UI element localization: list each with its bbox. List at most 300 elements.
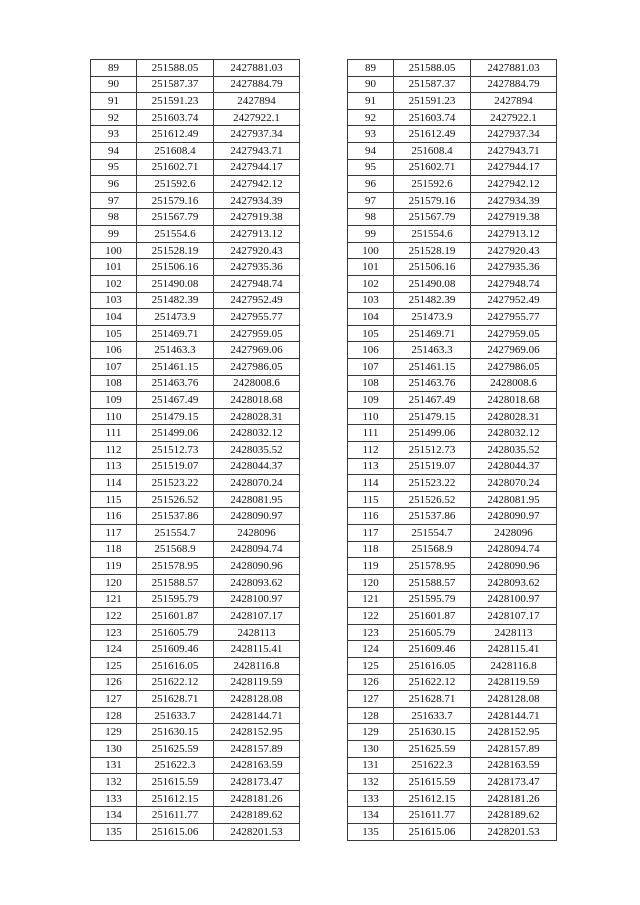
table-row xyxy=(348,192,557,209)
x-coordinate-cell: 251463.76 xyxy=(137,375,214,392)
x-coordinate-cell: 251591.23 xyxy=(394,93,471,110)
x-coordinate-cell: 251467.49 xyxy=(394,392,471,409)
y-coordinate-cell: 2427948.74 xyxy=(471,275,557,292)
table-row xyxy=(348,358,557,375)
coordinate-table-left xyxy=(90,59,300,841)
table-row xyxy=(91,358,300,375)
y-coordinate-cell: 2428093.62 xyxy=(471,574,557,591)
x-coordinate-cell: 251528.19 xyxy=(394,242,471,259)
y-coordinate-cell: 2428044.37 xyxy=(214,458,300,475)
point-number-cell: 124 xyxy=(91,641,137,658)
x-coordinate-cell: 251612.49 xyxy=(137,126,214,143)
table-row xyxy=(91,657,300,674)
y-coordinate-cell: 2428094.74 xyxy=(471,541,557,558)
y-coordinate-cell: 2427959.05 xyxy=(214,325,300,342)
x-coordinate-cell: 251633.7 xyxy=(394,707,471,724)
x-coordinate-cell: 251519.07 xyxy=(137,458,214,475)
table-row xyxy=(348,209,557,226)
table-row xyxy=(91,325,300,342)
table-row xyxy=(91,525,300,542)
table-row xyxy=(91,242,300,259)
point-number-cell: 132 xyxy=(348,774,394,791)
point-number-cell: 103 xyxy=(91,292,137,309)
point-number-cell: 89 xyxy=(348,60,394,77)
point-number-cell: 92 xyxy=(91,109,137,126)
x-coordinate-cell: 251602.71 xyxy=(137,159,214,176)
point-number-cell: 131 xyxy=(91,757,137,774)
point-number-cell: 120 xyxy=(91,574,137,591)
x-coordinate-cell: 251615.59 xyxy=(137,774,214,791)
y-coordinate-cell: 2428201.53 xyxy=(214,824,300,841)
table-row xyxy=(348,558,557,575)
point-number-cell: 95 xyxy=(348,159,394,176)
x-coordinate-cell: 251608.4 xyxy=(394,143,471,160)
x-coordinate-cell: 251479.15 xyxy=(137,408,214,425)
x-coordinate-cell: 251523.22 xyxy=(137,475,214,492)
y-coordinate-cell: 2427935.36 xyxy=(214,259,300,276)
table-row xyxy=(348,60,557,77)
table-row xyxy=(348,408,557,425)
point-number-cell: 94 xyxy=(348,143,394,160)
x-coordinate-cell: 251526.52 xyxy=(394,491,471,508)
y-coordinate-cell: 2427884.79 xyxy=(214,76,300,93)
point-number-cell: 122 xyxy=(91,608,137,625)
table-row xyxy=(348,707,557,724)
table-row xyxy=(91,574,300,591)
y-coordinate-cell: 2428032.12 xyxy=(471,425,557,442)
y-coordinate-cell: 2427894 xyxy=(214,93,300,110)
y-coordinate-cell: 2428115.41 xyxy=(214,641,300,658)
x-coordinate-cell: 251519.07 xyxy=(394,458,471,475)
x-coordinate-cell: 251601.87 xyxy=(137,608,214,625)
point-number-cell: 102 xyxy=(348,275,394,292)
y-coordinate-cell: 2427920.43 xyxy=(471,242,557,259)
table-row xyxy=(91,674,300,691)
y-coordinate-cell: 2428090.96 xyxy=(214,558,300,575)
table-row xyxy=(91,126,300,143)
table-row xyxy=(348,724,557,741)
x-coordinate-cell: 251482.39 xyxy=(137,292,214,309)
table-row xyxy=(348,525,557,542)
y-coordinate-cell: 2428090.97 xyxy=(471,508,557,525)
y-coordinate-cell: 2428157.89 xyxy=(214,740,300,757)
point-number-cell: 101 xyxy=(91,259,137,276)
point-number-cell: 130 xyxy=(91,740,137,757)
table-row xyxy=(91,408,300,425)
point-number-cell: 104 xyxy=(348,309,394,326)
table-row xyxy=(348,442,557,459)
y-coordinate-cell: 2428119.59 xyxy=(214,674,300,691)
x-coordinate-cell: 251609.46 xyxy=(394,641,471,658)
point-number-cell: 134 xyxy=(348,807,394,824)
x-coordinate-cell: 251592.6 xyxy=(137,176,214,193)
y-coordinate-cell: 2428070.24 xyxy=(214,475,300,492)
table-row xyxy=(91,275,300,292)
table-row xyxy=(348,425,557,442)
table-row xyxy=(348,624,557,641)
table-row xyxy=(348,740,557,757)
table-row xyxy=(91,757,300,774)
x-coordinate-cell: 251616.05 xyxy=(137,657,214,674)
point-number-cell: 133 xyxy=(348,790,394,807)
table-row xyxy=(91,691,300,708)
point-number-cell: 118 xyxy=(91,541,137,558)
point-number-cell: 93 xyxy=(91,126,137,143)
table-row xyxy=(348,657,557,674)
y-coordinate-cell: 2427935.36 xyxy=(471,259,557,276)
table-row xyxy=(348,375,557,392)
y-coordinate-cell: 2427955.77 xyxy=(214,309,300,326)
y-coordinate-cell: 2428035.52 xyxy=(214,442,300,459)
x-coordinate-cell: 251469.71 xyxy=(137,325,214,342)
table-row xyxy=(91,159,300,176)
point-number-cell: 99 xyxy=(91,226,137,243)
y-coordinate-cell: 2428100.97 xyxy=(214,591,300,608)
y-coordinate-cell: 2427969.06 xyxy=(471,342,557,359)
table-row xyxy=(348,93,557,110)
x-coordinate-cell: 251622.3 xyxy=(137,757,214,774)
point-number-cell: 124 xyxy=(348,641,394,658)
y-coordinate-cell: 2427942.12 xyxy=(214,176,300,193)
point-number-cell: 104 xyxy=(91,309,137,326)
y-coordinate-cell: 2428163.59 xyxy=(471,757,557,774)
table-row xyxy=(91,508,300,525)
table-row xyxy=(348,691,557,708)
y-coordinate-cell: 2427913.12 xyxy=(214,226,300,243)
point-number-cell: 98 xyxy=(348,209,394,226)
table-row xyxy=(348,126,557,143)
x-coordinate-cell: 251512.73 xyxy=(394,442,471,459)
y-coordinate-cell: 2428018.68 xyxy=(471,392,557,409)
point-number-cell: 129 xyxy=(348,724,394,741)
x-coordinate-cell: 251630.15 xyxy=(137,724,214,741)
x-coordinate-cell: 251595.79 xyxy=(137,591,214,608)
table-row xyxy=(348,475,557,492)
point-number-cell: 114 xyxy=(91,475,137,492)
y-coordinate-cell: 2428201.53 xyxy=(471,824,557,841)
y-coordinate-cell: 2427944.17 xyxy=(214,159,300,176)
point-number-cell: 89 xyxy=(91,60,137,77)
table-row xyxy=(348,790,557,807)
x-coordinate-cell: 251579.16 xyxy=(137,192,214,209)
point-number-cell: 112 xyxy=(91,442,137,459)
y-coordinate-cell: 2427922.1 xyxy=(471,109,557,126)
x-coordinate-cell: 251554.7 xyxy=(394,525,471,542)
y-coordinate-cell: 2428189.62 xyxy=(471,807,557,824)
y-coordinate-cell: 2428181.26 xyxy=(214,790,300,807)
x-coordinate-cell: 251526.52 xyxy=(137,491,214,508)
point-number-cell: 91 xyxy=(348,93,394,110)
y-coordinate-cell: 2428113 xyxy=(471,624,557,641)
y-coordinate-cell: 2428115.41 xyxy=(471,641,557,658)
table-row xyxy=(91,292,300,309)
table-row xyxy=(91,458,300,475)
table-row xyxy=(348,226,557,243)
point-number-cell: 126 xyxy=(348,674,394,691)
point-number-cell: 121 xyxy=(348,591,394,608)
x-coordinate-cell: 251463.3 xyxy=(137,342,214,359)
y-coordinate-cell: 2427884.79 xyxy=(471,76,557,93)
table-row xyxy=(348,275,557,292)
point-number-cell: 118 xyxy=(348,541,394,558)
y-coordinate-cell: 2427944.17 xyxy=(471,159,557,176)
point-number-cell: 125 xyxy=(91,657,137,674)
x-coordinate-cell: 251490.08 xyxy=(137,275,214,292)
y-coordinate-cell: 2428163.59 xyxy=(214,757,300,774)
table-row xyxy=(348,259,557,276)
point-number-cell: 108 xyxy=(91,375,137,392)
x-coordinate-cell: 251479.15 xyxy=(394,408,471,425)
point-number-cell: 116 xyxy=(348,508,394,525)
x-coordinate-cell: 251506.16 xyxy=(394,259,471,276)
x-coordinate-cell: 251512.73 xyxy=(137,442,214,459)
point-number-cell: 100 xyxy=(348,242,394,259)
table-row xyxy=(91,93,300,110)
table-row xyxy=(91,143,300,160)
x-coordinate-cell: 251537.86 xyxy=(394,508,471,525)
x-coordinate-cell: 251461.15 xyxy=(394,358,471,375)
table-row xyxy=(91,176,300,193)
point-number-cell: 103 xyxy=(348,292,394,309)
point-number-cell: 129 xyxy=(91,724,137,741)
x-coordinate-cell: 251587.37 xyxy=(137,76,214,93)
y-coordinate-cell: 2427881.03 xyxy=(471,60,557,77)
point-number-cell: 97 xyxy=(348,192,394,209)
x-coordinate-cell: 251554.6 xyxy=(394,226,471,243)
x-coordinate-cell: 251608.4 xyxy=(137,143,214,160)
table-row xyxy=(348,824,557,841)
y-coordinate-cell: 2428081.95 xyxy=(214,491,300,508)
point-number-cell: 134 xyxy=(91,807,137,824)
point-number-cell: 100 xyxy=(91,242,137,259)
x-coordinate-cell: 251473.9 xyxy=(137,309,214,326)
point-number-cell: 109 xyxy=(348,392,394,409)
table-row xyxy=(91,624,300,641)
point-number-cell: 114 xyxy=(348,475,394,492)
y-coordinate-cell: 2428096 xyxy=(214,525,300,542)
table-row xyxy=(91,707,300,724)
point-number-cell: 122 xyxy=(348,608,394,625)
table-row xyxy=(348,159,557,176)
point-number-cell: 109 xyxy=(91,392,137,409)
point-number-cell: 106 xyxy=(91,342,137,359)
x-coordinate-cell: 251588.57 xyxy=(394,574,471,591)
table-row xyxy=(348,757,557,774)
point-number-cell: 128 xyxy=(348,707,394,724)
point-number-cell: 94 xyxy=(91,143,137,160)
point-number-cell: 105 xyxy=(91,325,137,342)
x-coordinate-cell: 251588.05 xyxy=(394,60,471,77)
y-coordinate-cell: 2427943.71 xyxy=(214,143,300,160)
y-coordinate-cell: 2427919.38 xyxy=(214,209,300,226)
y-coordinate-cell: 2427937.34 xyxy=(214,126,300,143)
coordinate-table-right xyxy=(347,59,557,841)
y-coordinate-cell: 2428116.8 xyxy=(471,657,557,674)
table-row xyxy=(91,226,300,243)
point-number-cell: 135 xyxy=(348,824,394,841)
x-coordinate-cell: 251625.59 xyxy=(394,740,471,757)
point-number-cell: 96 xyxy=(348,176,394,193)
point-number-cell: 110 xyxy=(348,408,394,425)
x-coordinate-cell: 251467.49 xyxy=(137,392,214,409)
x-coordinate-cell: 251579.16 xyxy=(394,192,471,209)
point-number-cell: 121 xyxy=(91,591,137,608)
point-number-cell: 116 xyxy=(91,508,137,525)
table-row xyxy=(91,442,300,459)
x-coordinate-cell: 251612.15 xyxy=(394,790,471,807)
y-coordinate-cell: 2427943.71 xyxy=(471,143,557,160)
x-coordinate-cell: 251567.79 xyxy=(394,209,471,226)
point-number-cell: 119 xyxy=(91,558,137,575)
table-row xyxy=(348,292,557,309)
x-coordinate-cell: 251463.3 xyxy=(394,342,471,359)
table-row xyxy=(91,309,300,326)
point-number-cell: 113 xyxy=(348,458,394,475)
y-coordinate-cell: 2428028.31 xyxy=(471,408,557,425)
table-row xyxy=(91,740,300,757)
y-coordinate-cell: 2428032.12 xyxy=(214,425,300,442)
point-number-cell: 117 xyxy=(91,525,137,542)
point-number-cell: 125 xyxy=(348,657,394,674)
table-row xyxy=(91,76,300,93)
x-coordinate-cell: 251633.7 xyxy=(137,707,214,724)
point-number-cell: 135 xyxy=(91,824,137,841)
table-row xyxy=(91,491,300,508)
y-coordinate-cell: 2428189.62 xyxy=(214,807,300,824)
y-coordinate-cell: 2428116.8 xyxy=(214,657,300,674)
y-coordinate-cell: 2427969.06 xyxy=(214,342,300,359)
x-coordinate-cell: 251625.59 xyxy=(137,740,214,757)
table-row xyxy=(91,608,300,625)
table-row xyxy=(91,824,300,841)
x-coordinate-cell: 251499.06 xyxy=(394,425,471,442)
y-coordinate-cell: 2428181.26 xyxy=(471,790,557,807)
y-coordinate-cell: 2428044.37 xyxy=(471,458,557,475)
y-coordinate-cell: 2428128.08 xyxy=(471,691,557,708)
y-coordinate-cell: 2428093.62 xyxy=(214,574,300,591)
table-row xyxy=(91,109,300,126)
point-number-cell: 127 xyxy=(91,691,137,708)
point-number-cell: 98 xyxy=(91,209,137,226)
y-coordinate-cell: 2427942.12 xyxy=(471,176,557,193)
point-number-cell: 93 xyxy=(348,126,394,143)
table-row xyxy=(348,143,557,160)
y-coordinate-cell: 2428090.96 xyxy=(471,558,557,575)
x-coordinate-cell: 251615.06 xyxy=(394,824,471,841)
table-row xyxy=(91,209,300,226)
x-coordinate-cell: 251537.86 xyxy=(137,508,214,525)
point-number-cell: 95 xyxy=(91,159,137,176)
y-coordinate-cell: 2427986.05 xyxy=(471,358,557,375)
table-row xyxy=(348,774,557,791)
point-number-cell: 90 xyxy=(348,76,394,93)
x-coordinate-cell: 251622.12 xyxy=(394,674,471,691)
point-number-cell: 120 xyxy=(348,574,394,591)
x-coordinate-cell: 251499.06 xyxy=(137,425,214,442)
x-coordinate-cell: 251622.3 xyxy=(394,757,471,774)
table-row xyxy=(348,76,557,93)
x-coordinate-cell: 251588.05 xyxy=(137,60,214,77)
y-coordinate-cell: 2428008.6 xyxy=(214,375,300,392)
table-row xyxy=(91,541,300,558)
point-number-cell: 115 xyxy=(91,491,137,508)
x-coordinate-cell: 251628.71 xyxy=(137,691,214,708)
point-number-cell: 132 xyxy=(91,774,137,791)
y-coordinate-cell: 2427934.39 xyxy=(214,192,300,209)
point-number-cell: 112 xyxy=(348,442,394,459)
table-row xyxy=(91,192,300,209)
x-coordinate-cell: 251605.79 xyxy=(137,624,214,641)
x-coordinate-cell: 251615.59 xyxy=(394,774,471,791)
point-number-cell: 106 xyxy=(348,342,394,359)
y-coordinate-cell: 2427948.74 xyxy=(214,275,300,292)
point-number-cell: 123 xyxy=(348,624,394,641)
table-row xyxy=(91,724,300,741)
point-number-cell: 97 xyxy=(91,192,137,209)
x-coordinate-cell: 251601.87 xyxy=(394,608,471,625)
point-number-cell: 107 xyxy=(348,358,394,375)
y-coordinate-cell: 2428081.95 xyxy=(471,491,557,508)
table-row xyxy=(348,574,557,591)
x-coordinate-cell: 251568.9 xyxy=(394,541,471,558)
y-coordinate-cell: 2427934.39 xyxy=(471,192,557,209)
table-row xyxy=(348,458,557,475)
x-coordinate-cell: 251616.05 xyxy=(394,657,471,674)
y-coordinate-cell: 2428008.6 xyxy=(471,375,557,392)
x-coordinate-cell: 251595.79 xyxy=(394,591,471,608)
x-coordinate-cell: 251609.46 xyxy=(137,641,214,658)
y-coordinate-cell: 2428128.08 xyxy=(214,691,300,708)
point-number-cell: 107 xyxy=(91,358,137,375)
table-row xyxy=(348,325,557,342)
y-coordinate-cell: 2428113 xyxy=(214,624,300,641)
table-row xyxy=(348,342,557,359)
x-coordinate-cell: 251461.15 xyxy=(137,358,214,375)
x-coordinate-cell: 251469.71 xyxy=(394,325,471,342)
x-coordinate-cell: 251578.95 xyxy=(394,558,471,575)
y-coordinate-cell: 2427959.05 xyxy=(471,325,557,342)
y-coordinate-cell: 2428157.89 xyxy=(471,740,557,757)
x-coordinate-cell: 251523.22 xyxy=(394,475,471,492)
x-coordinate-cell: 251611.77 xyxy=(394,807,471,824)
y-coordinate-cell: 2428152.95 xyxy=(214,724,300,741)
x-coordinate-cell: 251603.74 xyxy=(137,109,214,126)
point-number-cell: 119 xyxy=(348,558,394,575)
x-coordinate-cell: 251578.95 xyxy=(137,558,214,575)
x-coordinate-cell: 251554.7 xyxy=(137,525,214,542)
point-number-cell: 102 xyxy=(91,275,137,292)
y-coordinate-cell: 2428144.71 xyxy=(471,707,557,724)
point-number-cell: 110 xyxy=(91,408,137,425)
table-row xyxy=(91,425,300,442)
table-row xyxy=(91,807,300,824)
y-coordinate-cell: 2428090.97 xyxy=(214,508,300,525)
point-number-cell: 108 xyxy=(348,375,394,392)
x-coordinate-cell: 251506.16 xyxy=(137,259,214,276)
table-row xyxy=(91,774,300,791)
table-row xyxy=(91,475,300,492)
point-number-cell: 99 xyxy=(348,226,394,243)
x-coordinate-cell: 251622.12 xyxy=(137,674,214,691)
table-row xyxy=(91,641,300,658)
y-coordinate-cell: 2427952.49 xyxy=(214,292,300,309)
point-number-cell: 127 xyxy=(348,691,394,708)
x-coordinate-cell: 251615.06 xyxy=(137,824,214,841)
y-coordinate-cell: 2428173.47 xyxy=(214,774,300,791)
point-number-cell: 131 xyxy=(348,757,394,774)
x-coordinate-cell: 251628.71 xyxy=(394,691,471,708)
y-coordinate-cell: 2427952.49 xyxy=(471,292,557,309)
